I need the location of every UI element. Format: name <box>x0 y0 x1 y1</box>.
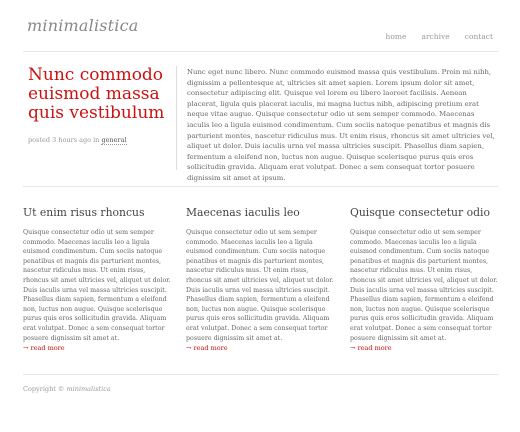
post-excerpt: Quisque consectetur odio ut sem semper commodo. Maecenas iaculis leo a ligula euismod condimentum. Cum sociis natoque penatibus et magnis dis parturient montes, nascetur ridiculus mus. Ut enim risus, rhoncus sit amet ultricies vel, aliquet ut dolor. Duis iaculis urna vel massa ultricies suscipit. Phasellus diam sapien, fermentum a eleifend non, luctus non augue. Quisque scelerisque purus quis eros sollicitudin gravida. Aliquam erat volutpat. Donec a sem consequat tortor posuere dignissim sit amet at. <box>350 229 498 342</box>
feature-title[interactable]: Nunc commodo euismod massa quis vestibulum <box>28 65 165 123</box>
main-nav <box>375 24 493 43</box>
feature-divider <box>176 66 177 170</box>
post-excerpt: Quisque consectetur odio ut sem semper commodo. Maecenas iaculis leo a ligula euismod condimentum. Cum sociis natoque penatibus et magnis dis parturient montes, nascetur ridiculus mus. Ut enim risus, rhoncus sit amet ultricies vel, aliquet ut dolor. Duis iaculis urna vel massa ultricies suscipit. Phasellus diam sapien, fermentum a eleifend non, luctus non augue. Quisque scelerisque purus quis eros sollicitudin gravida. Aliquam erat volutpat. Donec a sem consequat tortor posuere dignissim sit amet at. <box>186 229 334 342</box>
read-more-link[interactable]: → read more <box>23 344 65 352</box>
category-link[interactable]: general <box>101 136 127 144</box>
feature-body: Nunc eget nunc libero. Nunc commodo euismod massa quis vestibulum. Proin mi nibh, dignissim a pellentesque at, ultricies sit amet sapien. Lorem ipsum dolor sit amet, consectetur adipiscing elit. Quisque vel lorem eu libero laoreet facilisis. Aenean placerat, ligula quis placerat iaculis, mi magna luctus nibh, adipiscing pretium erat neque vitae augue. Quisque consectetur odio ut sem semper commodo. Maecenas iaculis leo a ligula euismod condimentum. Cum sociis natoque penatibus et magnis dis parturient montes, nascetur ridiculus mus. Ut enim risus, rhoncus sit amet ultricies vel, aliquet ut dolor. Duis iaculis urna vel massa ultricies suscipit. Phasellus diam sapien, fermentum a eleifend non, luctus non augue. Quisque scelerisque purus quis eros sollicitudin gravida. Aliquam erat volutpat. Donec a sem consequat tortor posuere dignissim sit amet at ipsum. <box>187 68 495 182</box>
footer <box>23 385 111 393</box>
post-column <box>350 206 498 352</box>
post-column <box>186 206 334 352</box>
nav-home[interactable]: home <box>385 32 407 41</box>
read-more-link[interactable]: → read more <box>186 344 228 352</box>
post-excerpt: Quisque consectetur odio ut sem semper commodo. Maecenas iaculis leo a ligula euismod condimentum. Cum sociis natoque penatibus et magnis dis parturient montes, nascetur ridiculus mus. Ut enim risus, rhoncus sit amet ultricies vel, aliquet ut dolor. Duis iaculis urna vel massa ultricies suscipit. Phasellus diam sapien, fermentum a eleifend non, luctus non augue. Quisque scelerisque purus quis eros sollicitudin gravida. Aliquam erat volutpat. Donec a sem consequat tortor posuere dignissim sit amet at. <box>23 229 171 342</box>
feature-meta <box>28 136 127 144</box>
post-title[interactable]: Maecenas iaculis leo <box>186 206 300 219</box>
post-title[interactable]: Ut enim risus rhoncus <box>23 206 145 219</box>
post-title[interactable]: Quisque consectetur odio <box>350 206 490 219</box>
header-divider <box>23 51 498 52</box>
nav-contact[interactable]: contact <box>464 32 493 41</box>
post-column <box>23 206 171 352</box>
nav-archive[interactable]: archive <box>421 32 450 41</box>
section-divider <box>23 186 498 187</box>
site-logo[interactable]: minimalistica <box>27 16 139 35</box>
feature-meta-text: posted 3 hours ago in <box>28 136 100 144</box>
read-more-link[interactable]: → read more <box>350 344 392 352</box>
footer-divider <box>23 374 498 375</box>
footer-brand: minimalistica <box>66 385 111 393</box>
copyright-text: Copyright © <box>23 385 65 393</box>
